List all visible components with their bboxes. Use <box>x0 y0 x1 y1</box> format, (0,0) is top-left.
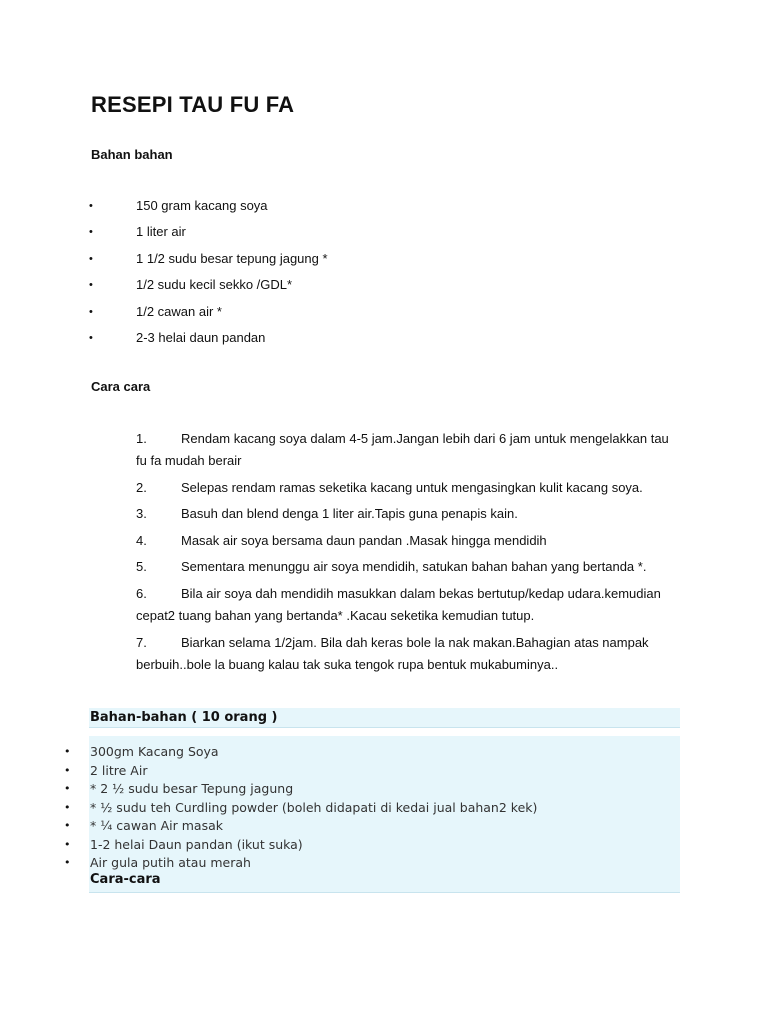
list-item: • 1 1/2 sudu besar tepung jagung * <box>0 249 768 275</box>
list-item: • 1 liter air <box>0 222 768 248</box>
box-heading: Bahan-bahan ( 10 orang ) <box>89 708 680 728</box>
list-item: • 150 gram kacang soya <box>0 196 768 222</box>
bullet-icon: • <box>89 305 93 318</box>
step-item: 5. Sementara menunggu air soya mendidih, satukan bahan bahan yang bertanda *. <box>136 559 647 575</box>
step-item: 3. Basuh dan blend denga 1 liter air.Tapis guna penapis kain. <box>136 506 518 522</box>
list-item: • 2 litre Air <box>0 762 768 781</box>
ingredients-heading: Bahan bahan <box>91 147 173 162</box>
bullet-icon: • <box>64 856 71 869</box>
bullet-icon: • <box>64 782 71 795</box>
step-item: 2. Selepas rendam ramas seketika kacang untuk mengasingkan kulit kacang soya. <box>136 479 643 495</box>
list-item: • * ½ sudu teh Curdling powder (boleh didapati di kedai jual bahan2 kek) <box>0 799 768 818</box>
steps-list <box>136 428 676 680</box>
list-item: • 1/2 cawan air * <box>0 302 768 328</box>
list-item: • 1-2 helai Daun pandan (ikut suka) <box>0 836 768 855</box>
list-item: • * ¼ cawan Air masak <box>0 817 768 836</box>
step-item: 4. Masak air soya bersama daun pandan .Masak hingga mendidih <box>136 532 547 548</box>
list-item: • 1/2 sudu kecil sekko /GDL* <box>0 275 768 301</box>
list-item: • * 2 ½ sudu besar Tepung jagung <box>0 780 768 799</box>
list-item: • Air gula putih atau merah <box>0 854 768 873</box>
ingredients-list <box>0 196 768 354</box>
list-item: • 300gm Kacang Soya <box>0 743 768 762</box>
bullet-icon: • <box>64 837 71 851</box>
step-item: 7. Biarkan selama 1/2jam. Bila dah keras bole la nak makan.Bahagian atas nampak berbuih..bole la buang kalau tak suka tengok rupa bentuk mukabuminya.. <box>136 634 649 672</box>
bullet-icon: • <box>64 745 71 758</box>
bullet-icon: • <box>89 252 93 265</box>
method-heading: Cara cara <box>91 379 151 394</box>
bullet-icon: • <box>89 226 93 239</box>
page-title: RESEPI TAU FU FA <box>91 92 295 117</box>
bullet-icon: • <box>89 331 93 344</box>
box-subheading: Cara-cara <box>90 872 161 887</box>
step-item: 1. Rendam kacang soya dalam 4-5 jam.Jangan lebih dari 6 jam untuk mengelakkan tau fu fa mudah berair <box>136 431 669 468</box>
bullet-icon: • <box>89 200 93 212</box>
step-item: 6. Bila air soya dah mendidih masukkan dalam bekas bertutup/kedap udara.kemudian cepat2 tuang bahan yang bertanda* .Kacau seketika kemudian tutup. <box>136 585 661 623</box>
list-item: • 2-3 helai daun pandan <box>0 328 768 354</box>
bullet-icon: • <box>64 819 71 832</box>
bullet-icon: • <box>64 800 71 814</box>
box-ingredients-list <box>0 743 768 873</box>
bullet-icon: • <box>89 279 93 292</box>
bullet-icon: • <box>64 763 71 777</box>
